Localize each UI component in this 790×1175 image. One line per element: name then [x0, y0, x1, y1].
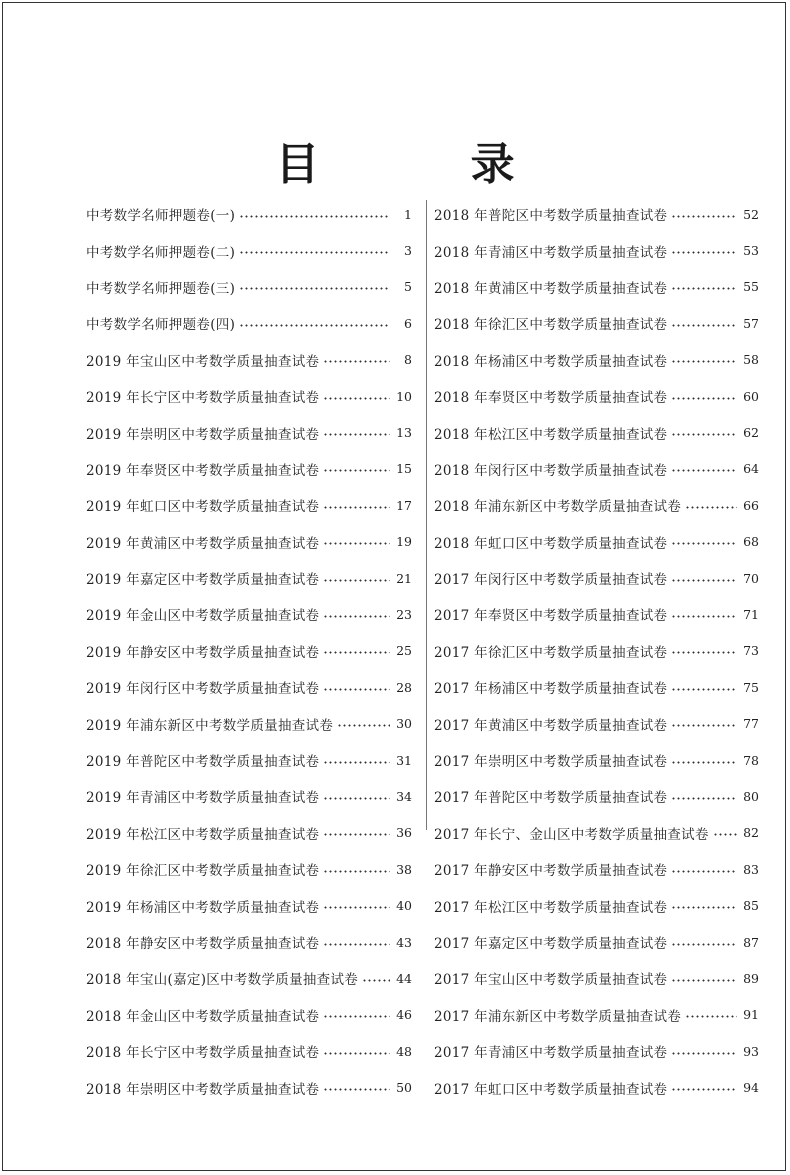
- toc-entry[interactable]: [86, 1033, 412, 1069]
- dot-leader: [323, 433, 390, 436]
- toc-entry-page-number: 70: [743, 570, 759, 586]
- toc-entry-title: 2019 年松江区中考数学质量抽查试卷: [86, 826, 320, 843]
- dot-leader: [323, 1015, 390, 1018]
- toc-entry-title: 2018 年青浦区中考数学质量抽查试卷: [434, 244, 668, 261]
- dot-leader: [323, 761, 390, 764]
- toc-entry[interactable]: [434, 414, 759, 450]
- dot-leader: [239, 324, 390, 327]
- toc-entry-page-number: 62: [743, 425, 759, 441]
- toc-entry[interactable]: [434, 196, 759, 232]
- toc-entry-title: 2017 年松江区中考数学质量抽查试卷: [434, 899, 668, 916]
- toc-entry-page-number: 34: [396, 788, 412, 804]
- toc-entry-page-number: 17: [396, 497, 412, 513]
- toc-entry[interactable]: [86, 887, 412, 923]
- toc-entry-title: 2017 年静安区中考数学质量抽查试卷: [434, 863, 668, 880]
- toc-entry-title: 2017 年普陀区中考数学质量抽查试卷: [434, 790, 668, 807]
- toc-entry-page-number: 75: [743, 679, 759, 695]
- dot-leader: [323, 797, 390, 800]
- toc-entry-page-number: 19: [396, 534, 412, 550]
- toc-entry-title: 2018 年奉贤区中考数学质量抽查试卷: [434, 390, 668, 407]
- toc-entry-page-number: 60: [743, 388, 759, 404]
- toc-entry-page-number: 48: [396, 1043, 412, 1059]
- toc-entry-title: 2017 年青浦区中考数学质量抽查试卷: [434, 1045, 668, 1062]
- dot-leader: [671, 287, 737, 290]
- toc-entry-page-number: 31: [396, 752, 412, 768]
- toc-entry[interactable]: [86, 851, 412, 887]
- toc-entry[interactable]: [434, 232, 759, 268]
- toc-entry-page-number: 73: [743, 643, 759, 659]
- dot-leader: [323, 1052, 390, 1055]
- dot-leader: [671, 579, 737, 582]
- toc-entry[interactable]: [86, 596, 412, 632]
- toc-entry[interactable]: [86, 305, 412, 341]
- toc-entry-title: 2019 年静安区中考数学质量抽查试卷: [86, 644, 320, 661]
- toc-entry-title: 2017 年黄浦区中考数学质量抽查试卷: [434, 717, 668, 734]
- toc-entry[interactable]: [434, 487, 759, 523]
- toc-entry-page-number: 44: [396, 970, 412, 986]
- dot-leader: [362, 979, 390, 982]
- toc-entry[interactable]: [86, 633, 412, 669]
- toc-entry[interactable]: [434, 560, 759, 596]
- toc-entry-title: 2019 年杨浦区中考数学质量抽查试卷: [86, 899, 320, 916]
- toc-entry-title: 2018 年崇明区中考数学质量抽查试卷: [86, 1081, 320, 1098]
- toc-entry-page-number: 58: [743, 352, 759, 368]
- toc-entry-page-number: 89: [743, 970, 759, 986]
- dot-leader: [671, 979, 737, 982]
- toc-entry-page-number: 1: [404, 206, 412, 222]
- dot-leader: [323, 469, 390, 472]
- toc-entry-page-number: 43: [396, 934, 412, 950]
- toc-left-column: [86, 196, 412, 1106]
- dot-leader: [323, 906, 390, 909]
- toc-entry[interactable]: [434, 342, 759, 378]
- toc-entry[interactable]: [86, 669, 412, 705]
- dot-leader: [323, 579, 390, 582]
- toc-entry-title: 2019 年嘉定区中考数学质量抽查试卷: [86, 572, 320, 589]
- toc-entry-title: 2018 年虹口区中考数学质量抽查试卷: [434, 535, 668, 552]
- toc-entry-title: 2018 年普陀区中考数学质量抽查试卷: [434, 208, 668, 225]
- toc-entry-page-number: 46: [396, 1007, 412, 1023]
- toc-entry-title: 2018 年松江区中考数学质量抽查试卷: [434, 426, 668, 443]
- dot-leader: [671, 251, 737, 254]
- column-divider: [426, 200, 427, 830]
- toc-entry-page-number: 15: [396, 461, 412, 477]
- dot-leader: [671, 360, 737, 363]
- toc-entry[interactable]: [434, 451, 759, 487]
- toc-entry-page-number: 38: [396, 861, 412, 877]
- toc-entry-title: 2018 年静安区中考数学质量抽查试卷: [86, 936, 320, 952]
- toc-entry-page-number: 3: [404, 243, 412, 259]
- dot-leader: [239, 215, 390, 218]
- dot-leader: [671, 1052, 737, 1055]
- toc-entry-title: 中考数学名师押题卷(四): [86, 317, 236, 334]
- dot-leader: [671, 761, 737, 764]
- toc-entry[interactable]: [434, 378, 759, 414]
- toc-entry-page-number: 68: [743, 534, 759, 550]
- toc-entry-page-number: 78: [743, 752, 759, 768]
- toc-entry-title: 2017 年徐汇区中考数学质量抽查试卷: [434, 644, 668, 661]
- toc-entry-title: 2017 年虹口区中考数学质量抽查试卷: [434, 1081, 668, 1098]
- dot-leader: [671, 797, 737, 800]
- toc-entry-page-number: 93: [743, 1043, 759, 1059]
- toc-entry[interactable]: [86, 560, 412, 596]
- toc-entry-title: 2019 年奉贤区中考数学质量抽查试卷: [86, 462, 320, 479]
- toc-entry[interactable]: [434, 269, 759, 305]
- toc-entry[interactable]: [86, 451, 412, 487]
- dot-leader: [671, 870, 737, 873]
- toc-entry[interactable]: [86, 378, 412, 414]
- dot-leader: [323, 943, 390, 946]
- toc-entry[interactable]: [86, 487, 412, 523]
- toc-entry-page-number: 91: [743, 1007, 759, 1023]
- toc-entry[interactable]: [86, 269, 412, 305]
- dot-leader: [323, 651, 390, 654]
- toc-entry-page-number: 55: [743, 279, 759, 295]
- dot-leader: [671, 615, 737, 618]
- dot-leader: [671, 469, 737, 472]
- toc-entry-page-number: 82: [743, 825, 759, 841]
- dot-leader: [671, 542, 737, 545]
- toc-entry[interactable]: [86, 960, 412, 996]
- dot-leader: [685, 506, 737, 509]
- dot-leader: [323, 360, 390, 363]
- dot-leader: [671, 688, 737, 691]
- dot-leader: [323, 688, 390, 691]
- dot-leader: [671, 943, 737, 946]
- toc-entry-title: 2019 年虹口区中考数学质量抽查试卷: [86, 499, 320, 516]
- dot-leader: [671, 215, 737, 218]
- toc-entry[interactable]: [86, 342, 412, 378]
- toc-entry[interactable]: [434, 705, 759, 741]
- toc-entry-page-number: 53: [743, 243, 759, 259]
- toc-entry-title: 2019 年金山区中考数学质量抽查试卷: [86, 608, 320, 625]
- toc-entry[interactable]: [86, 1069, 412, 1105]
- toc-entry[interactable]: [86, 997, 412, 1033]
- toc-entry[interactable]: [434, 1033, 759, 1069]
- toc-entry-title: 2017 年嘉定区中考数学质量抽查试卷: [434, 936, 668, 952]
- toc-entry-title: 2018 年闵行区中考数学质量抽查试卷: [434, 462, 668, 479]
- toc-entry-page-number: 57: [743, 315, 759, 331]
- dot-leader: [671, 433, 737, 436]
- dot-leader: [713, 833, 737, 836]
- toc-entry[interactable]: [86, 196, 412, 232]
- dot-leader: [323, 1088, 390, 1091]
- dot-leader: [323, 833, 390, 836]
- toc-entry-page-number: 10: [396, 388, 412, 404]
- toc-entry-page-number: 28: [396, 679, 412, 695]
- toc-entry-title: 2018 年长宁区中考数学质量抽查试卷: [86, 1045, 320, 1062]
- toc-entry[interactable]: [434, 633, 759, 669]
- toc-entry-title: 2019 年青浦区中考数学质量抽查试卷: [86, 790, 320, 807]
- toc-entry[interactable]: [86, 924, 412, 960]
- toc-entry-title: 2017 年长宁、金山区中考数学质量抽查试卷: [434, 826, 709, 843]
- toc-entry-page-number: 52: [743, 206, 759, 222]
- toc-entry-page-number: 94: [743, 1080, 759, 1096]
- toc-entry-title: 2018 年杨浦区中考数学质量抽查试卷: [434, 353, 668, 370]
- toc-entry-page-number: 85: [743, 898, 759, 914]
- toc-entry-title: 2017 年杨浦区中考数学质量抽查试卷: [434, 681, 668, 698]
- toc-entry[interactable]: [434, 742, 759, 778]
- dot-leader: [337, 724, 390, 727]
- toc-entry[interactable]: [434, 851, 759, 887]
- dot-leader: [239, 287, 390, 290]
- toc-entry-title: 2019 年崇明区中考数学质量抽查试卷: [86, 426, 320, 443]
- toc-entry-page-number: 66: [743, 497, 759, 513]
- toc-right-column: [434, 196, 759, 1106]
- dot-leader: [671, 324, 737, 327]
- toc-entry-title: 中考数学名师押题卷(一): [86, 208, 236, 225]
- dot-leader: [671, 724, 737, 727]
- toc-entry-page-number: 25: [396, 643, 412, 659]
- dot-leader: [323, 397, 390, 400]
- toc-entry-title: 2019 年普陀区中考数学质量抽查试卷: [86, 754, 320, 771]
- dot-leader: [323, 506, 390, 509]
- toc-entry-page-number: 80: [743, 788, 759, 804]
- dot-leader: [671, 397, 737, 400]
- toc-entry-page-number: 23: [396, 606, 412, 622]
- dot-leader: [323, 615, 390, 618]
- toc-entry[interactable]: [434, 778, 759, 814]
- toc-entry[interactable]: [434, 960, 759, 996]
- toc-entry-title: 2017 年奉贤区中考数学质量抽查试卷: [434, 608, 668, 625]
- toc-entry-page-number: 5: [404, 279, 412, 295]
- toc-entry-title: 中考数学名师押题卷(二): [86, 244, 236, 261]
- toc-entry-page-number: 77: [743, 716, 759, 732]
- toc-entry-title: 2017 年闵行区中考数学质量抽查试卷: [434, 572, 668, 589]
- toc-entry-page-number: 6: [404, 315, 412, 331]
- toc-entry-title: 2019 年闵行区中考数学质量抽查试卷: [86, 681, 320, 698]
- toc-entry-page-number: 40: [396, 898, 412, 914]
- toc-entry-title: 2018 年徐汇区中考数学质量抽查试卷: [434, 317, 668, 334]
- toc-entry[interactable]: [434, 887, 759, 923]
- page-title: 目 录: [275, 139, 583, 190]
- toc-entry-title: 2018 年金山区中考数学质量抽查试卷: [86, 1008, 320, 1025]
- toc-entry-page-number: 87: [743, 934, 759, 950]
- toc-entry[interactable]: [434, 924, 759, 960]
- toc-entry[interactable]: [86, 232, 412, 268]
- toc-entry[interactable]: [86, 742, 412, 778]
- toc-entry-page-number: 8: [404, 352, 412, 368]
- toc-entry[interactable]: [434, 596, 759, 632]
- toc-entry[interactable]: [86, 414, 412, 450]
- toc-entry-page-number: 71: [743, 606, 759, 622]
- toc-entry[interactable]: [434, 524, 759, 560]
- toc-entry[interactable]: [434, 669, 759, 705]
- toc-entry[interactable]: [434, 815, 759, 851]
- toc-entry-title: 中考数学名师押题卷(三): [86, 280, 236, 297]
- dot-leader: [323, 870, 390, 873]
- toc-entry-title: 2019 年黄浦区中考数学质量抽查试卷: [86, 535, 320, 552]
- dot-leader: [323, 542, 390, 545]
- dot-leader: [671, 1088, 737, 1091]
- toc-entry-page-number: 36: [396, 825, 412, 841]
- toc-entry[interactable]: [434, 305, 759, 341]
- toc-entry[interactable]: [86, 778, 412, 814]
- toc-entry-title: 2019 年徐汇区中考数学质量抽查试卷: [86, 863, 320, 880]
- toc-entry-title: 2017 年宝山区中考数学质量抽查试卷: [434, 972, 668, 989]
- toc-entry-title: 2017 年浦东新区中考数学质量抽查试卷: [434, 1008, 682, 1025]
- toc-entry-title: 2018 年宝山(嘉定)区中考数学质量抽查试卷: [86, 972, 359, 989]
- toc-entry-page-number: 50: [396, 1080, 412, 1096]
- toc-entry[interactable]: [86, 705, 412, 741]
- toc-entry-page-number: 64: [743, 461, 759, 477]
- dot-leader: [671, 651, 737, 654]
- toc-entry-page-number: 21: [396, 570, 412, 586]
- toc-entry-page-number: 30: [396, 716, 412, 732]
- toc-entry-title: 2018 年浦东新区中考数学质量抽查试卷: [434, 499, 682, 516]
- dot-leader: [239, 251, 390, 254]
- toc-entry-title: 2018 年黄浦区中考数学质量抽查试卷: [434, 280, 668, 297]
- dot-leader: [685, 1015, 737, 1018]
- toc-entry-title: 2019 年浦东新区中考数学质量抽查试卷: [86, 717, 334, 734]
- toc-entry-title: 2019 年长宁区中考数学质量抽查试卷: [86, 390, 320, 407]
- toc-entry[interactable]: [434, 1069, 759, 1105]
- toc-entry-title: 2017 年崇明区中考数学质量抽查试卷: [434, 754, 668, 771]
- dot-leader: [671, 906, 737, 909]
- toc-entry-page-number: 83: [743, 861, 759, 877]
- toc-entry-title: 2019 年宝山区中考数学质量抽查试卷: [86, 353, 320, 370]
- toc-entry[interactable]: [434, 997, 759, 1033]
- toc-entry-page-number: 13: [396, 425, 412, 441]
- toc-entry[interactable]: [86, 524, 412, 560]
- toc-entry[interactable]: [86, 815, 412, 851]
